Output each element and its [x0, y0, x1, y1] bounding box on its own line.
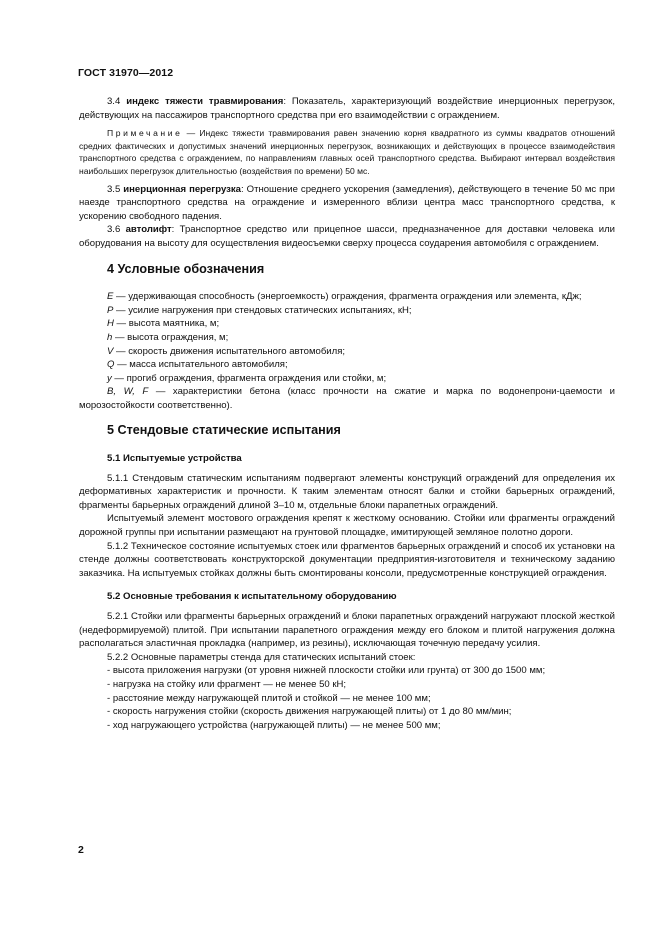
list-item: - расстояние между нагружающей плитой и стойкой — не менее 100 мм; [107, 692, 431, 704]
clause-5-2-2: 5.2.2 Основные параметры стенда для статических испытаний стоек: [107, 651, 416, 663]
symbol-desc: — масса испытательного автомобиля; [114, 359, 288, 371]
symbol: Q [107, 359, 115, 371]
note-text: — Индекс тяжести травмирования равен значению корня квадратного из суммы квадратов отношений средних фактических и допустимых значений инерционных перегрузок, возникающих и действующих в процессе взаимодействия транспортного средства с ограждением, по направлениям главных осей транспортного средства. Выбирают интервал воздействия наибольших перегрузок длительностью (воздействия по времени) 50 мс. [79, 128, 615, 176]
symbol-desc: — скорость движения испытательного автомобиля; [113, 345, 346, 357]
term: индекс тяжести травмирования [126, 96, 284, 107]
symbol: E [107, 291, 114, 303]
page-number: 2 [78, 844, 84, 856]
symbol-desc: — высота маятника, м; [113, 318, 220, 330]
definition: : Показатель, характеризующий воздействие инерционных перегрузок, действующих на пассажиров транспортного средства при его взаимодействии с ограждением. [79, 96, 615, 121]
symbol-desc: — усилие нагружения при стендовых статических испытаниях, кН; [113, 304, 412, 316]
clause-3-4 [79, 95, 615, 122]
list-item: - ход нагружающего устройства (нагружающей плиты) — не менее 500 мм; [107, 719, 441, 731]
symbol-item [79, 345, 615, 359]
symbol: V [107, 345, 114, 357]
clause-number: 3.4 [107, 96, 121, 107]
symbol-item [79, 372, 615, 386]
symbol: H [107, 318, 114, 330]
note-label: Примечание [107, 128, 183, 139]
symbol-item [79, 331, 615, 345]
clause-5-1-1-cont: Испытуемый элемент мостового ограждения крепят к жесткому основанию. Стойки или фрагменты ограждений дорожной группы при испытании размещают на грунтовой площадке, имитирующей земляное полотно дороги. [79, 513, 615, 539]
definition: : Транспортное средство или прицепное шасси, предназначенное для доставки человека или оборудования на высоту для осуществления видеосъемки сверху процесса соударения автомобиля с ограждением. [79, 224, 615, 249]
symbol: h [107, 331, 113, 343]
symbol-item [79, 317, 615, 331]
symbol-item [79, 385, 615, 412]
clause-5-1-1: 5.1.1 Стендовым статическим испытаниям подвергают элементы конструкций ограждений для определения их деформативных характеристик и прочности. К таким элементам относят балки и стойки барьерных ограждений, фрагменты барьерных ограждений длиной 3–10 м, отдельные блоки парапетных ограждений. [79, 472, 615, 511]
symbol-desc: — удерживающая способность (энергоемкость) ограждения, фрагмента ограждения или элемента, кДж; [113, 291, 582, 303]
symbol-item [79, 304, 615, 318]
definition: : Отношение среднего ускорения (замедления), действующего в течение 50 мс при наезде транспортного средства на ограждение и измеренного вблизи центра масс транспортного средства, к ускорению свободного падения. [79, 183, 615, 222]
list-item: - высота приложения нагрузки (от уровня нижней плоскости стойки или грунта) от 300 до 1500 мм; [107, 665, 546, 677]
clause-number: 3.5 [107, 183, 121, 195]
clause-number: 3.6 [107, 224, 121, 236]
clause-3-5 [79, 183, 615, 224]
clause-3-6 [79, 223, 615, 250]
section-5-heading: 5 Стендовые статические испытания [107, 423, 341, 438]
clause-5-2-1: 5.2.1 Стойки или фрагменты барьерных ограждений и блоки парапетных ограждений нагружают плоской жесткой (недеформируемой) плитой. При испытании парапетного ограждения между его блоком и плитой нагружения должна располагаться эластичная прокладка (например, из резины), исключающая точечную передачу усилия. [79, 611, 615, 650]
list-item: - скорость нагружения стойки (скорость движения нагружающей плиты) от 1 до 80 мм/мин; [107, 706, 512, 718]
subsection-5-2-heading: 5.2 Основные требования к испытательному оборудованию [107, 591, 397, 603]
list-item: - нагрузка на стойку или фрагмент — не менее 50 кН; [107, 678, 347, 690]
symbol-desc: — характеристики бетона (класс прочности на сжатие и марка по водонепрони-цаемости и морозостойкости соответственно). [79, 386, 616, 411]
symbol-desc: — высота ограждения, м; [112, 331, 229, 343]
symbol: B, W, F [107, 386, 149, 398]
term: автолифт [125, 224, 172, 236]
symbol-item [79, 358, 615, 372]
subsection-5-1-heading: 5.1 Испытуемые устройства [107, 453, 242, 465]
note [79, 127, 615, 177]
symbol: y [107, 372, 112, 384]
term: инерционная перегрузка [123, 183, 241, 195]
page-header-doc-id: ГОСТ 31970—2012 [78, 67, 174, 79]
symbol-desc: — прогиб ограждения, фрагмента ограждения или стойки, м; [111, 372, 387, 384]
section-4-heading: 4 Условные обозначения [107, 261, 265, 276]
clause-5-1-2: 5.1.2 Техническое состояние испытуемых стоек или фрагментов барьерных ограждений и способ их установки на стенде должны соответствовать конструкторской документации предприятия-изготовителя и техническому заданию заказчика. На испытуемых стойках должны быть смонтированы консоли, предусмотренные конструкцией ограждения. [79, 540, 615, 579]
symbol: P [107, 304, 114, 316]
page-content [79, 95, 615, 732]
symbol-item [79, 290, 615, 304]
